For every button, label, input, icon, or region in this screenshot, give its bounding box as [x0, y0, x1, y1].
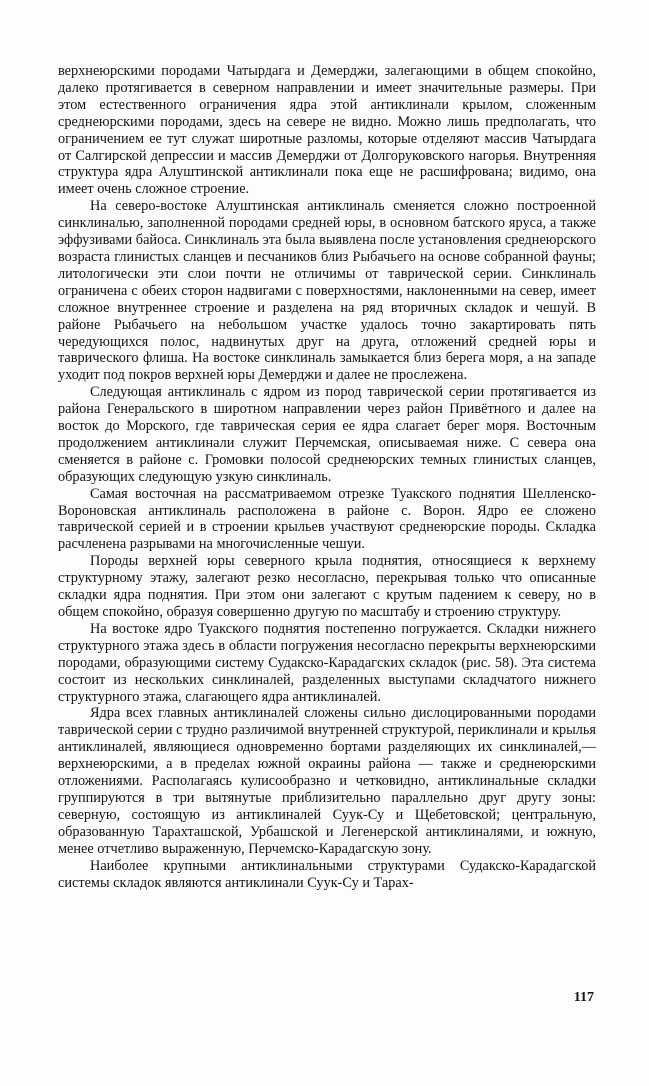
paragraph-7: Ядра всех главных антиклиналей сложены сильно дислоцированными породами таврической серии с трудно различимой внутренней структурой, периклинали и крылья антиклиналей, являющиеся одновременно бортами разделяющих их синклиналей,— верхнеюрскими, а в пределах южной окраины района — также и среднеюрскими отложениями. Располагаясь кулисообразно и четковидно, антиклинальные складки группируются в три вытянутые приблизительно параллельно друг другу зоны: северную, состоящую из антиклиналей Суук-Су и Щебетовской; центральную, образованную Тарахташской, Урбашской и Легенерской антиклиналями, и южную, менее отчетливо выраженную, Перчемско-Карадагскую зону.: [58, 705, 596, 857]
paragraph-5: Породы верхней юры северного крыла поднятия, относящиеся к верхнему структурному этажу, залегают резко несогласно, перекрывая только что описанные складки ядра поднятия. При этом они залегают с крутым падением к северу, но в общем спокойно, образуя совершенно другую по масштабу и строению структуру.: [58, 553, 596, 620]
paragraph-8: Наиболее крупными антиклинальными структурами Судакско-Карадагской системы складок являются антиклинали Суук-Су и Тарах-: [58, 857, 596, 891]
paragraph-6: На востоке ядро Туакского поднятия постепенно погружается. Складки нижнего структурного этажа здесь в области погружения несогласно перекрыты верхнеюрскими породами, образующими систему Судакско-Карадагских складок (рис. 58). Эта система состоит из нескольких синклиналей, разделенных выступами складчатого нижнего структурного этажа, слагающего ядра антиклиналей.: [58, 620, 596, 705]
paragraph-4: Самая восточная на рассматриваемом отрезке Туакского поднятия Шелленско-Вороновская антиклиналь расположена в районе с. Ворон. Ядро ее сложено таврической серией и в строении крыльев участвуют среднеюрские породы. Складка расчленена разрывами на многочисленные чешуи.: [58, 485, 596, 553]
text-column: [58, 63, 596, 891]
page-number: 117: [573, 990, 594, 1005]
paragraph-3: Следующая антиклиналь с ядром из пород таврической серии протягивается из района Генеральского в широтном направлении через район Привётного и далее на восток до Морского, где таврическая серия ее ядра слагает берег моря. Восточным продолжением антиклинали служит Перчемская, описываемая ниже. С севера она сменяется в районе с. Громовки полосой среднеюрских темных глинистых сланцев, образующих следующую узкую синклиналь.: [58, 384, 596, 485]
paragraph-2: На северо-востоке Алуштинская антиклиналь сменяется сложно построенной синклиналью, заполненной породами средней юры, в основном батского яруса, а также эффузивами байоса. Синклиналь эта была выявлена после установления среднеюрского возраста глинистых сланцев и песчаников близ Рыбачьего на основе собранной фауны; литологически эти слои почти не отличимы от таврической серии. Синклиналь ограничена с обеих сторон надвигами с поверхностями, наклоненными на север, имеет сложное внутреннее строение и разделена на ряд вторичных складок и чешуй. В районе Рыбачьего на небольшом участке удалось точно закартировать пять чередующихся полос, надвинутых друг на друга, отложений средней юры и таврического флиша. На востоке синклиналь замыкается близ берега моря, а на западе уходит под покров верхней юры Демерджи и далее не прослежена.: [58, 198, 596, 384]
paragraph-1: верхнеюрскими породами Чатырдага и Демерджи, залегающими в общем спокойно, далеко протягивается в северном направлении и имеет значительные размеры. При этом естественного ограничения ядра этой антиклинали крылом, сложенным среднеюрскими породами, здесь на севере не видно. Можно лишь предполагать, что ограничением ее тут служат широтные разломы, которые отделяют массив Чатырдага от Салгирской депрессии и массив Демерджи от Долгоруковского нагорья. Внутренняя структура ядра Алуштинской антиклинали пока еще не расшифрована; видимо, она имеет очень сложное строение.: [58, 63, 596, 198]
